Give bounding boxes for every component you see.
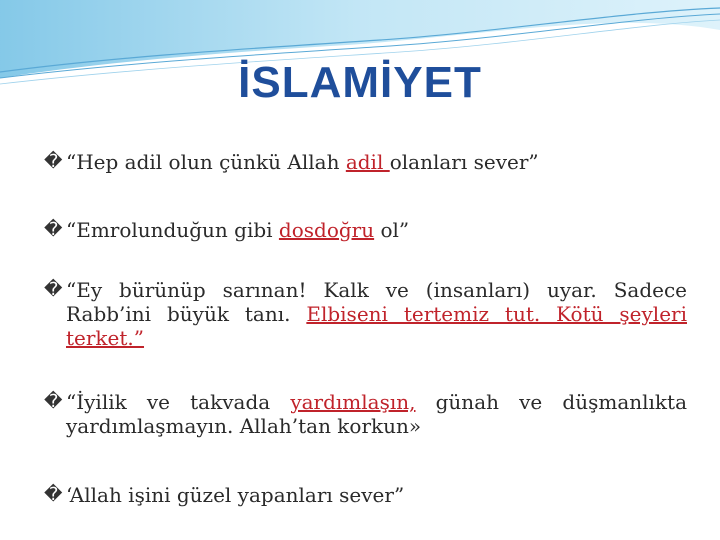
- bullet-item: [44, 390, 687, 438]
- bullet-list: [44, 150, 687, 507]
- bullet-marker-icon: �: [44, 484, 63, 505]
- bullet-item: [44, 218, 687, 242]
- bullet-highlight: Elbiseni tertemiz tut. Kötü şeyleri terket.”: [66, 302, 687, 350]
- bullet-item: [44, 150, 687, 174]
- bullet-text: “Hep adil olun çünkü Allah: [66, 150, 346, 174]
- bullet-highlight: dosdoğru: [278, 218, 375, 242]
- bullet-text: “İyilik ve takvada: [66, 390, 291, 414]
- bullet-text-end: olanları sever”: [389, 150, 539, 174]
- bullet-item: [44, 483, 687, 507]
- page-title: İSLAMİYET: [238, 58, 482, 107]
- bullet-text: “Emrolunduğun gibi: [66, 218, 279, 242]
- bullet-marker-icon: �: [44, 279, 63, 300]
- bullet-text: ‘Allah işini güzel yapanları sever”: [66, 483, 405, 507]
- bullet-marker-icon: �: [44, 219, 63, 240]
- bullet-marker-icon: �: [44, 391, 63, 412]
- bullet-highlight: adil: [345, 150, 390, 174]
- bullet-marker-icon: �: [44, 151, 63, 172]
- bullet-highlight: yardımlaşın,: [290, 390, 416, 414]
- bullet-item: [44, 278, 687, 350]
- bullet-text-end: ol”: [374, 218, 410, 242]
- bullet-text: “Ey bürünüp sarınan! Kalk ve (insanları) uyar. Sadece Rabb’ini büyük tanı.: [66, 278, 687, 326]
- bullet-text-end: günah ve düşmanlıkta yardımlaşmayın. Allah’tan korkun»: [66, 390, 687, 438]
